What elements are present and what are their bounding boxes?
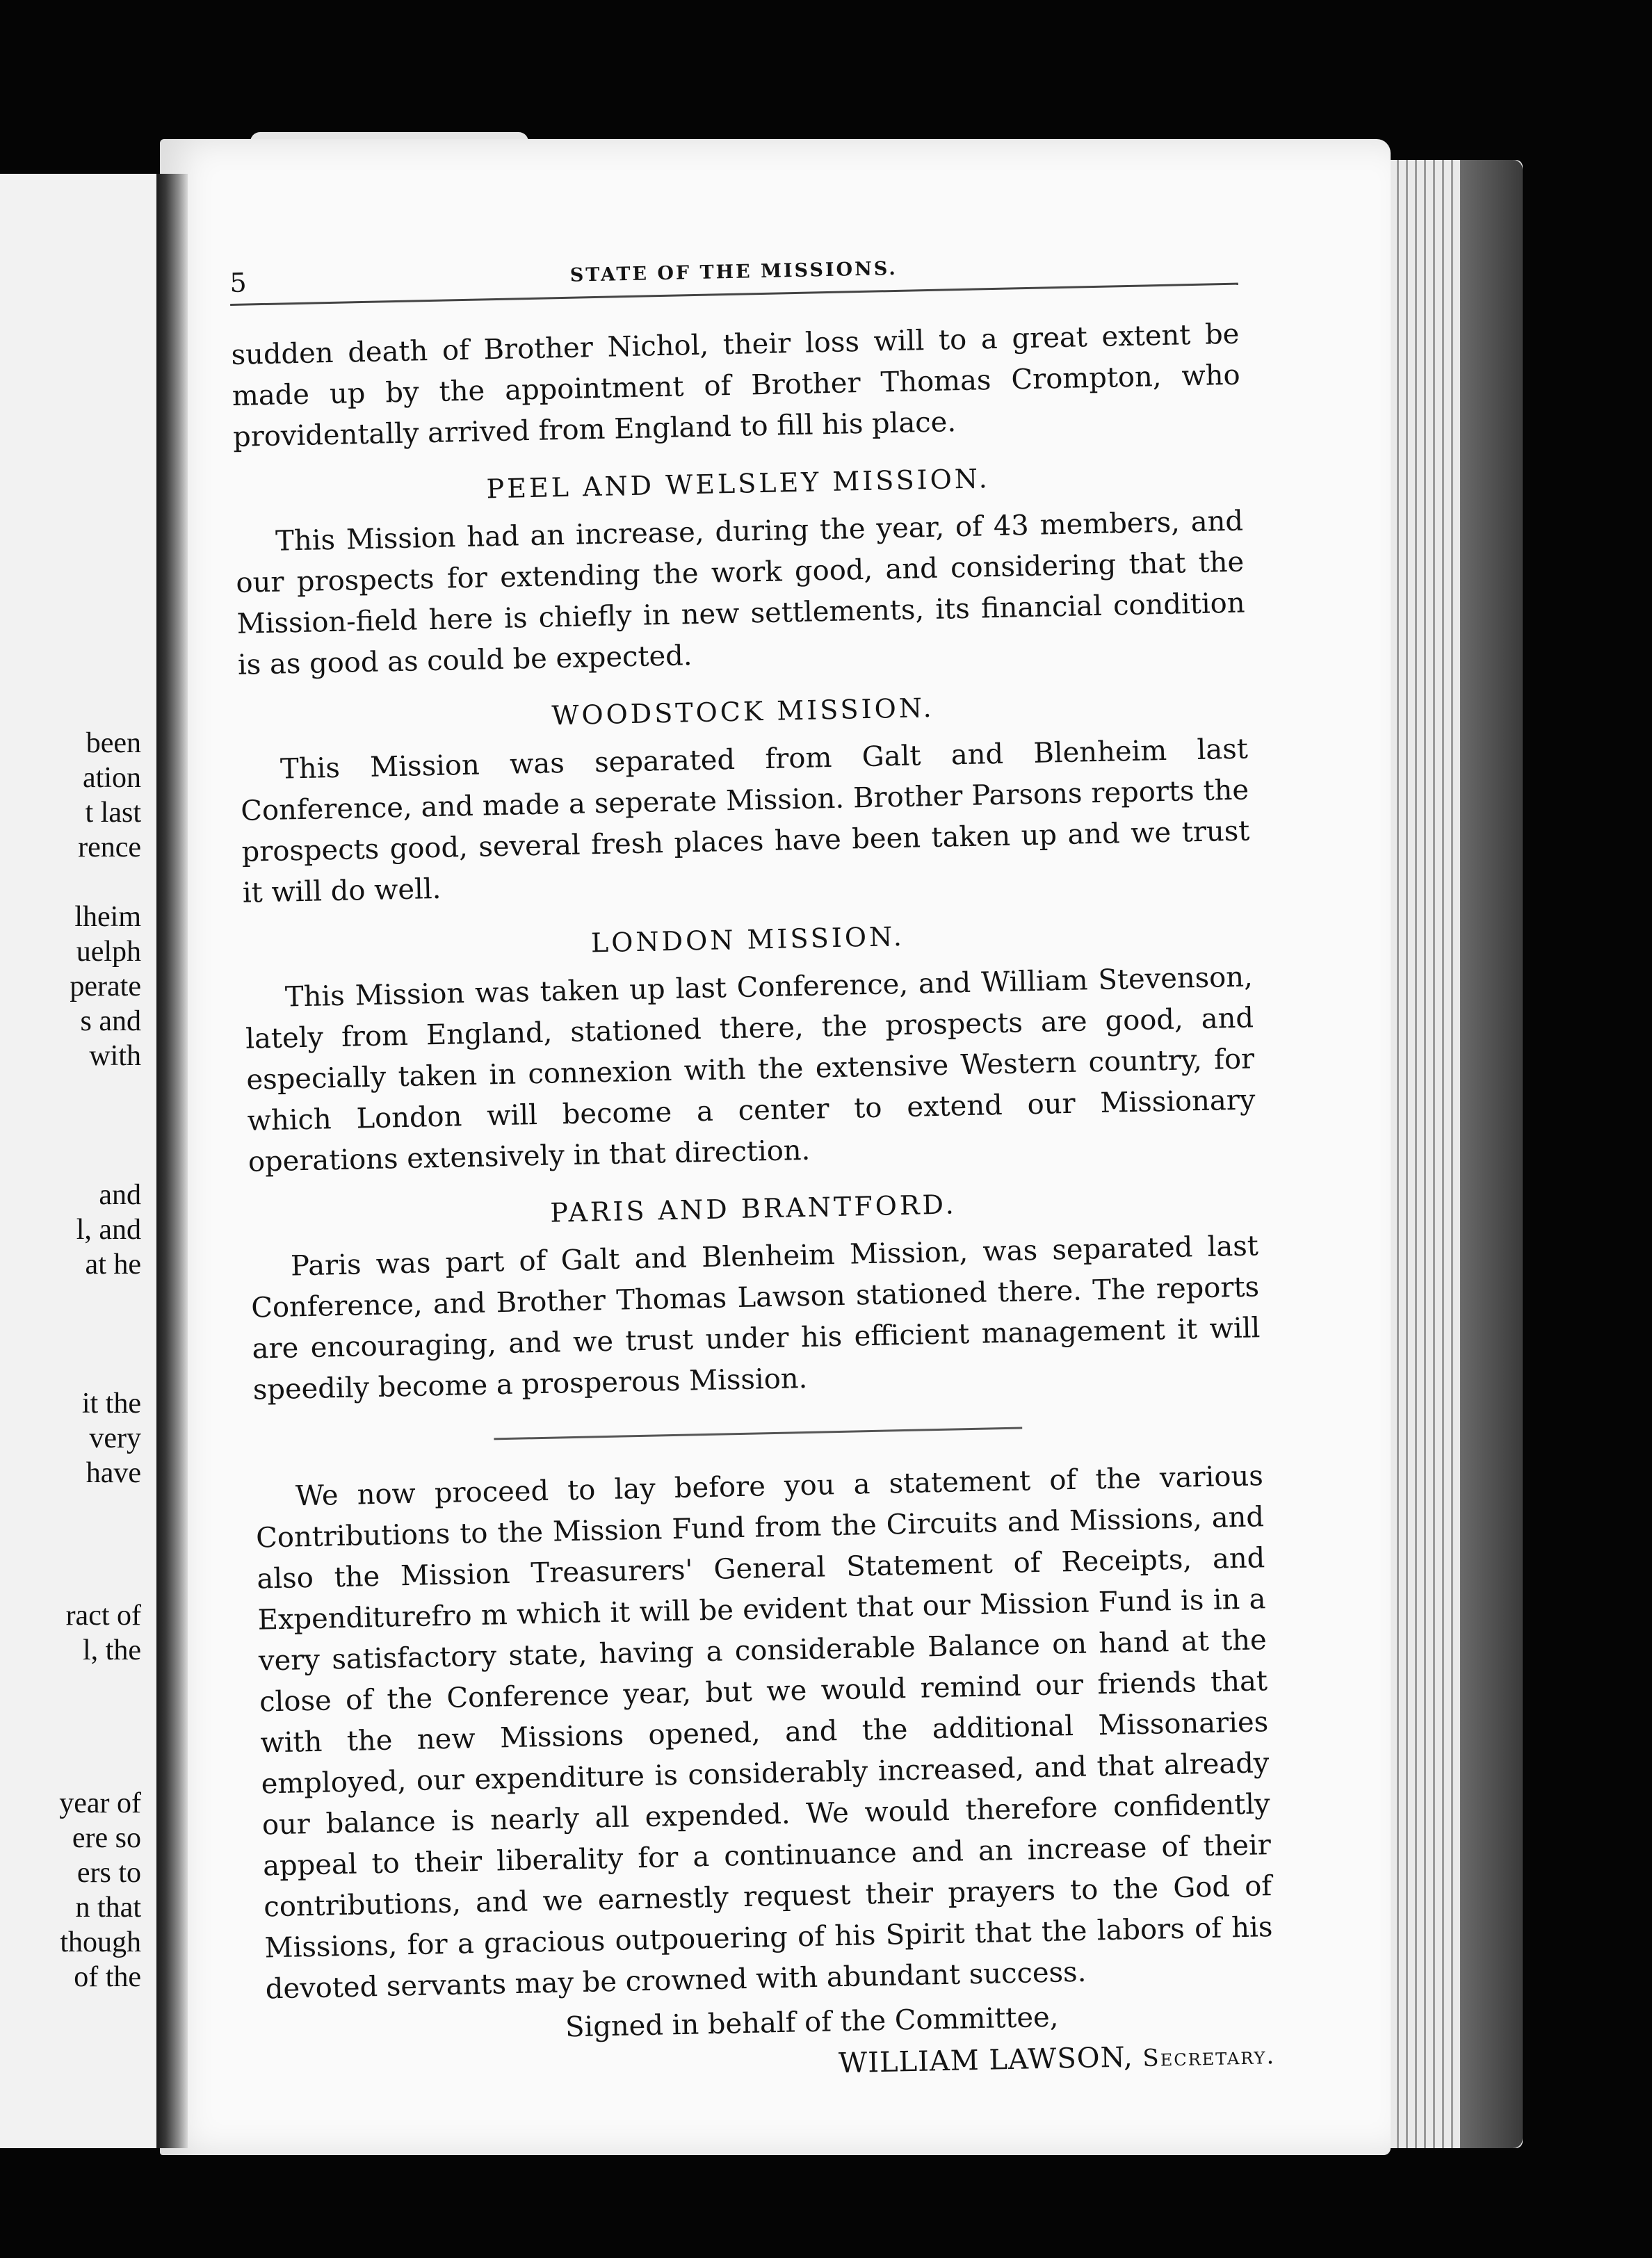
left-fragment: with (89, 1040, 141, 1072)
running-head: STATE OF THE MISSIONS. (569, 257, 898, 286)
section-heading: PARIS AND BRANTFORD. (549, 1189, 957, 1228)
left-fragment: l, the (83, 1634, 141, 1666)
left-fragment: l, and (76, 1214, 141, 1246)
left-fragment: at he (85, 1249, 141, 1281)
left-fragment: s and (80, 1005, 141, 1037)
left-fragment: lheim (74, 901, 141, 933)
left-fragment: though (60, 1926, 141, 1958)
page-content (229, 247, 1276, 2098)
left-fragment: of the (74, 1961, 141, 1993)
opening-paragraph: sudden death of Brother Nichol, their loss will to a great extent be made up by the appointment of Brother Thomas Crompton, who providentally arrived from England to fill his place. (231, 318, 1241, 453)
section-heading: WOODSTOCK MISSION. (551, 692, 935, 731)
left-fragment: t last (85, 797, 141, 829)
left-fragment: ere so (72, 1822, 141, 1854)
book-cover-edge (1460, 160, 1523, 2148)
left-page (0, 174, 161, 2148)
book-gutter (156, 174, 188, 2148)
left-fragment: and (99, 1179, 141, 1211)
section-body: This Mission had an increase, during the year, of 43 members, and our prospects for extending the work good, and considering that the Mission-field here is chiefly in new settlements, its financial condition is as good as could be expected. (236, 505, 1245, 681)
signature-line: Signed in behalf of the Committee, (565, 2001, 1059, 2044)
section-body: Paris was part of Galt and Blenheim Mission, was separated last Conference, and Brother Thomas Lawson stationed there. The reports are encouraging, and we trust under his efficient management it will speedily become a prosperous Mission. (250, 1230, 1261, 1406)
left-fragment: ation (83, 762, 141, 794)
left-fragment: have (86, 1457, 141, 1489)
left-fragment: year of (59, 1787, 141, 1819)
left-fragment: n that (75, 1892, 141, 1924)
section-body: This Mission was separated from Galt and Blenheim last Conference, and made a seperate Mission. Brother Parsons reports the prospects good, several fresh places have been taken up and we trust it will do well. (240, 733, 1250, 909)
section-heading: PEEL AND WELSLEY MISSION. (486, 463, 991, 505)
left-fragment: ract of (65, 1600, 141, 1632)
section-heading: LONDON MISSION. (590, 920, 905, 959)
section-body: This Mission was taken up last Conference, and William Stevenson, lately from England, stationed there, the prospects are good, and especially taken in connexion with the extensive Western country, for which London will become a center to extend our Missionary operations extensively in that direction. (245, 961, 1256, 1178)
closing-paragraph: We now proceed to lay before you a statement of the various Contributions to the Mission Fund from the Circuits and Missions, and also the Mission Treasurers' General Statement of Receipts, and Expenditurefro m which it will be evident that our Mission Fund is in a very satisfactory state, having a considerable Balance on hand at the close of the Conference year, but we would remind our friends that with the new Missions opened, and the additional Missonaries employed, our expenditure is considerably increased, and that already our balance is nearly all expended. We would therefore confidently appeal to their liberality for a continuance and an increase of their contributions, and we earnestly request their prayers to the God of Missions, for a gracious outpouering of his Spirit that the labors of his devoted servants may be crowned with abundant success. (255, 1460, 1273, 2006)
left-fragment: ers to (76, 1857, 141, 1889)
left-fragment: uelph (76, 936, 141, 968)
signatory-title: Secretary. (1142, 2042, 1276, 2073)
section-divider (494, 1427, 1022, 1440)
page-number: 5 (229, 267, 248, 298)
left-fragment: very (89, 1422, 141, 1454)
signatory-name: WILLIAM LAWSON, (838, 2041, 1134, 2080)
left-fragment: rence (78, 831, 141, 863)
left-fragment: it the (81, 1388, 141, 1420)
left-fragment: perate (70, 970, 141, 1002)
left-fragment: been (86, 727, 141, 759)
